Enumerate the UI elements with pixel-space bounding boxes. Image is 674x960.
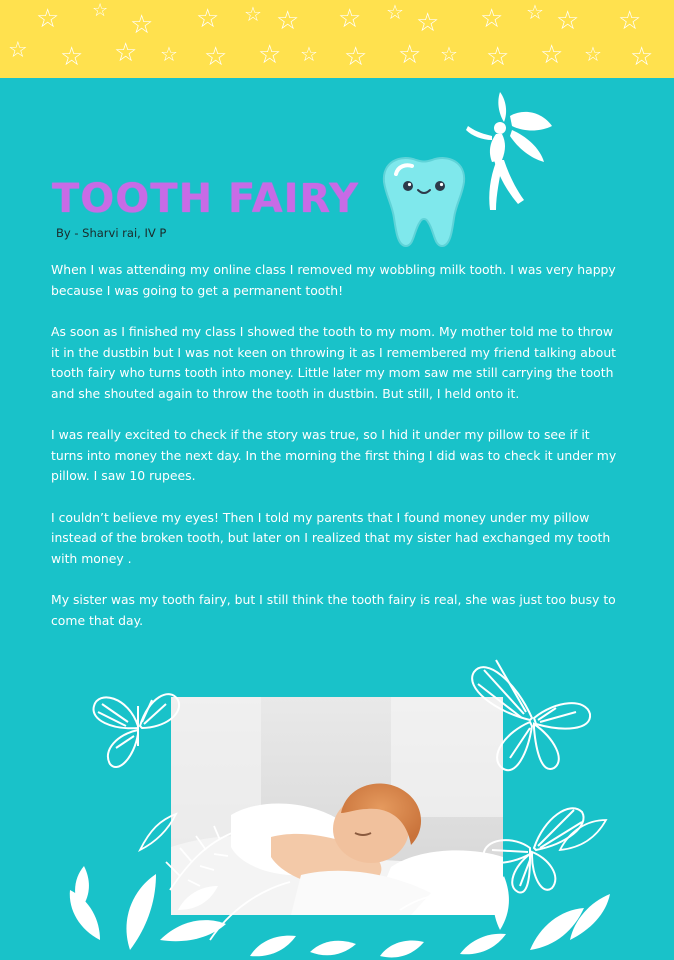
star-icon: ☆ (92, 0, 109, 21)
star-icon: ☆ (440, 42, 458, 66)
author-byline: By - Sharvi rai, IV P (56, 226, 167, 240)
story-paragraph: When I was attending my online class I removed my wobbling milk tooth. I was very happy because I was going to get a permanent tooth! (51, 262, 616, 298)
star-icon: ☆ (480, 4, 504, 34)
star-icon: ☆ (114, 38, 138, 68)
star-icon: ☆ (344, 42, 368, 72)
star-icon: ☆ (276, 6, 300, 36)
star-icon: ☆ (618, 6, 642, 36)
story-paragraph: I was really excited to check if the story was true, so I hid it under my pillow to see if it turns into money the next day. In the morning the first thing I did was to check it under my pillow. I saw 10 rupees. (51, 427, 617, 483)
star-icon: ☆ (258, 40, 282, 70)
story-paragraph: As soon as I finished my class I showed the tooth to my mom. My mother told me to throw it in the dustbin but I was not keen on throwing it as I remembered my friend talking about tooth fairy who turns tooth into money. Little later my mom saw me still carrying the tooth and she shouted again to throw the tooth in dustbin. But still, I held onto it. (51, 324, 617, 401)
star-icon: ☆ (130, 10, 154, 40)
story-body (51, 260, 617, 652)
star-icon: ☆ (204, 42, 228, 72)
star-icon: ☆ (60, 42, 84, 72)
star-icon: ☆ (386, 0, 404, 24)
star-icon: ☆ (338, 4, 362, 34)
star-icon: ☆ (300, 42, 318, 66)
star-icon: ☆ (416, 8, 440, 38)
star-icon: ☆ (584, 42, 602, 66)
tooth-icon (368, 152, 480, 252)
story-paragraph: I couldn’t believe my eyes! Then I told my parents that I found money under my pillow instead of the broken tooth, but later on I realized that my sister had exchanged my tooth with money . (51, 509, 611, 566)
star-icon: ☆ (196, 4, 220, 34)
story-paragraph: My sister was my tooth fairy, but I still think the tooth fairy is real, she was just too busy to come that day. (51, 592, 616, 628)
star-icon: ☆ (486, 42, 510, 72)
butterfly-icon (88, 676, 188, 776)
star-banner (0, 0, 674, 78)
star-icon: ☆ (630, 42, 654, 72)
star-icon: ☆ (526, 0, 544, 24)
star-icon: ☆ (8, 38, 28, 63)
leaf-icon (60, 790, 620, 960)
star-icon: ☆ (540, 40, 564, 70)
star-icon: ☆ (398, 40, 422, 70)
star-icon: ☆ (36, 4, 60, 34)
butterfly-icon (466, 648, 596, 778)
star-icon: ☆ (244, 2, 262, 26)
star-icon: ☆ (556, 6, 580, 36)
star-icon: ☆ (160, 42, 178, 66)
page-title: TOOTH FAIRY (52, 176, 360, 222)
